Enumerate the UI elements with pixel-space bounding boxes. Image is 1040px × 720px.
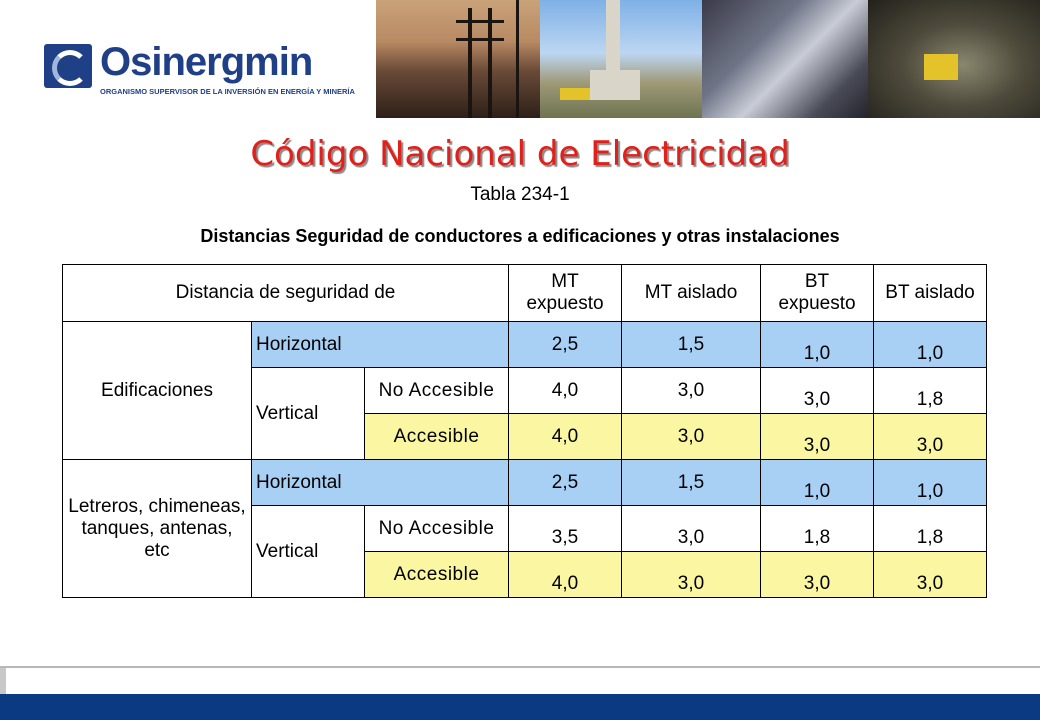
row-label-accesible: Accesible (365, 552, 509, 598)
row-label-accesible: Accesible (365, 414, 509, 460)
value-cell: 1,8 (761, 506, 874, 552)
row-label-no-accesible: No Accesible (365, 368, 509, 414)
value-cell: 4,0 (509, 368, 622, 414)
logo-emblem-icon (44, 44, 92, 88)
welding-photo (702, 0, 868, 118)
header-mt-aislado: MT aislado (622, 265, 761, 322)
value-cell: 1,0 (874, 322, 987, 368)
row-label-vertical: Vertical (252, 368, 365, 460)
value-cell: 1,8 (874, 368, 987, 414)
value-cell: 3,0 (622, 552, 761, 598)
value-cell: 3,0 (761, 552, 874, 598)
table-caption: Distancias Seguridad de conductores a edificaciones y otras instalaciones (200, 226, 840, 246)
value-cell: 3,0 (622, 506, 761, 552)
table-row (63, 322, 987, 368)
value-cell: 3,0 (761, 368, 874, 414)
value-cell: 2,5 (509, 322, 622, 368)
table-row (63, 460, 987, 506)
value-cell: 1,5 (622, 460, 761, 506)
footer-bar (0, 694, 1040, 720)
group-label: Letreros, chimeneas, tanques, antenas, etc (63, 460, 252, 598)
value-cell: 4,0 (509, 552, 622, 598)
header-photo-strip (376, 0, 1040, 118)
header-distance: Distancia de seguridad de (63, 265, 509, 322)
group-label: Edificaciones (63, 322, 252, 460)
header-bt-expuesto: BT expuesto (761, 265, 874, 322)
row-label-vertical: Vertical (252, 506, 365, 598)
power-lines-photo (376, 0, 540, 118)
value-cell: 2,5 (509, 460, 622, 506)
value-cell: 1,0 (761, 460, 874, 506)
footer-divider (0, 666, 1040, 668)
value-cell: 1,8 (874, 506, 987, 552)
value-cell: 1,0 (761, 322, 874, 368)
osinergmin-logo (40, 40, 370, 100)
header-mt-expuesto: MT expuesto (509, 265, 622, 322)
value-cell: 3,0 (874, 552, 987, 598)
footer-accent (0, 668, 6, 694)
table-number: Tabla 234-1 (470, 184, 570, 205)
value-cell: 1,5 (622, 322, 761, 368)
oil-rig-photo (540, 0, 702, 118)
value-cell: 1,0 (874, 460, 987, 506)
value-cell: 4,0 (509, 414, 622, 460)
logo-tagline: ORGANISMO SUPERVISOR DE LA INVERSIÓN EN ENERGÍA Y MINERÍA (100, 87, 355, 96)
row-label-no-accesible: No Accesible (365, 506, 509, 552)
safety-distance-table (62, 264, 987, 598)
row-label-horizontal: Horizontal (252, 460, 509, 506)
header-bt-aislado: BT aislado (874, 265, 987, 322)
value-cell: 3,5 (509, 506, 622, 552)
page-title: Código Nacional de Electricidad (250, 134, 790, 174)
mining-tunnel-photo (868, 0, 1040, 118)
row-label-horizontal: Horizontal (252, 322, 509, 368)
value-cell: 3,0 (622, 414, 761, 460)
logo-name: Osinergmin (100, 40, 313, 84)
value-cell: 3,0 (761, 414, 874, 460)
header-row (63, 265, 987, 322)
value-cell: 3,0 (874, 414, 987, 460)
value-cell: 3,0 (622, 368, 761, 414)
